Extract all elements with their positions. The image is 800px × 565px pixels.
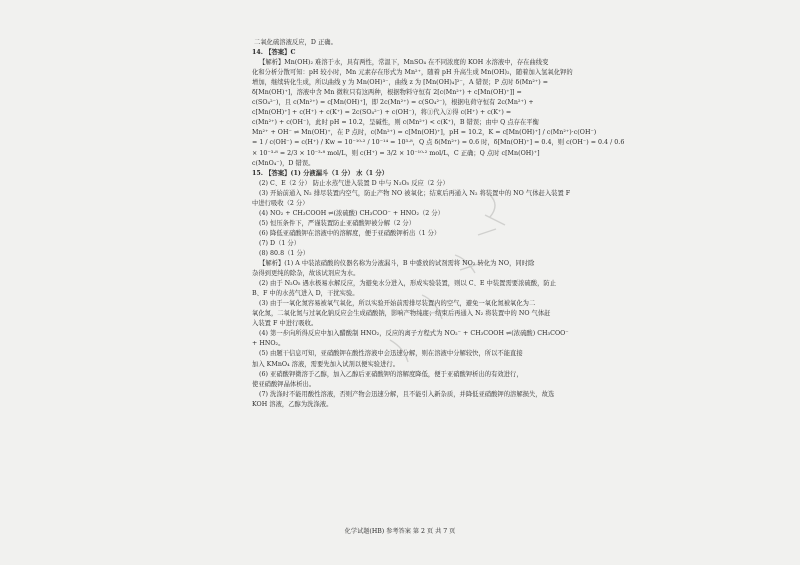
text-line: (8) 80.8（1 分） (259, 249, 310, 257)
text-line: (3) 由于一氧化氮容易被氧气氧化，所以实验开始前需排尽装置内的空气，避免一氧化氮被氧化为二 (259, 300, 536, 308)
text-line: 15. 【答案】(1) 分液漏斗（1 分） 水（1 分） (252, 169, 389, 177)
text-line: 【解析】Mn(OH)₂ 难溶于水，具有两性，常温下，MnSO₄ 在不同浓度的 KOH 水溶液中，存在曲线变 (259, 59, 549, 67)
document-body (252, 38, 625, 410)
text-line: (6) 亚硝酸钾微溶于乙醇，加入乙醇后亚硝酸钾的溶解度降低，便于亚硝酸钾析出的有效进行， (259, 370, 523, 378)
text-line: 中进行吸收（2 分） (252, 199, 309, 207)
text-line: δ[Mn(OH)⁺]，溶液中含 Mn 微粒只有这两种，根据物料守恒有 2[c(Mn²⁺) + c[Mn(OH)⁺]] = (252, 89, 522, 97)
text-line: 加入 KMnO₄ 溶液，需要先加入试剂以便实验进行。 (252, 360, 400, 368)
text-line: 入装置 F 中进行吸收。 (252, 320, 318, 328)
text-line: (2) 由于 N₂O₅ 遇水极易水解反应，为避免水分进入，形成实验装置，则以 C、E 中装置需要浓硫酸，防止 (259, 280, 557, 288)
text-line: (4) 第一步向所得反应中加入醋酸制 HNO₂，反应的离子方程式为 NO₂⁻ + CH₃COOH ⇌(浓硫酸) CH₃COO⁻ (259, 330, 569, 338)
text-line: Mn²⁺ + OH⁻ ⇌ Mn(OH)⁺，在 P 点时，c(Mn²⁺) = c[Mn(OH)⁺]，pH = 10.2，K = c[Mn(OH)⁺] / c(Mn²⁺)·c(OH⁻) (252, 129, 597, 137)
text-line: c[Mn(OH)⁺] + c(H⁺) + c(K⁺) = 2c(SO₄²⁻) + c(OH⁻)，将①代入②得 c(H⁺) + c(K⁺) = (252, 109, 512, 117)
text-line: B、F 中的水蒸气进入 D，干扰实验。 (252, 290, 359, 298)
text-line: c(Mn²⁺) + c(OH⁻)，此时 pH = 10.2，呈碱性，则 c(Mn²⁺) < c(K⁺)，B 错误；由中 Q 点存在平衡 (252, 119, 539, 127)
text-line: + HNO₂。 (252, 340, 285, 348)
text-line: = 1 / c(OH⁻) = c(H⁺) / Kw = 10⁻¹⁰·² / 10⁻¹⁴ = 10³·⁸，Q 点 δ(Mn²⁺) = 0.6 时，δ[Mn(OH)⁺] = 0.4，则 c(OH⁻) = 0.4 / 0.6 (252, 139, 625, 147)
page-footer: 化学试题(HB) 参考答案 第 2 页 共 7 页 (344, 528, 456, 535)
text-line: 氧化氮，二氧化氮与过氧化钠反应会生成硝酸钠，影响产物纯度；结束后再通入 N₂ 将装置中的 NO 气体赶 (252, 310, 551, 318)
text-line: (5) 恒压条件下，严谨装置防止亚硝酸钾被分解（2 分） (259, 219, 416, 227)
text-line: c(SO₄²⁻)，且 c(Mn²⁺) = c[Mn(OH)⁺]，即 2c(Mn²⁺) = c(SO₄²⁻)，根据电荷守恒有 2c(Mn²⁺) + (252, 99, 534, 107)
text-line: (6) 降低亚硝酸钾在溶液中的溶解度，便于亚硝酸钾析出（1 分） (259, 229, 441, 237)
text-line: 二氧化硫溶液反应，D 正确。 (254, 39, 337, 46)
text-line: (2) C、E（2 分） 防止水蒸气进入装置 D 中与 N₂O₅ 反应（2 分） (259, 179, 449, 187)
text-line: 杂得到更纯的除杂，故该试剂应为水。 (252, 270, 360, 278)
text-line: (7) 洗涤时不能用酸性溶液，否则产物会迅速分解，且不能引入新杂质，并降低亚硝酸钾的溶解损失，故选 (259, 390, 555, 398)
text-line: × 10⁻³·⁸ = 2/3 × 10⁻³·⁸ mol/L，则 c(H⁺) = 3/2 × 10⁻¹⁰·² mol/L，C 正确；Q 点时 c[Mn(OH)⁺] (252, 149, 540, 157)
text-line: 使亚硝酸钾晶体析出。 (252, 380, 316, 388)
text-line: 化和分析分散可知：pH 较小时，Mn 元素存在形式为 Mn²⁺，随着 pH 升高生成 Mn(OH)₂，随着加入氢氧化钾的 (252, 69, 573, 77)
text-line: 增加，继续转化生成，所以曲线 y 为 Mn(OH)³⁻，曲线 z 为 [Mn(OH)₄]²⁻，A 错误；P 点时 δ(Mn²⁺) = (252, 79, 549, 87)
text-line: (7) D（1 分） (259, 239, 301, 247)
text-line: 【解析】(1) A 中装浓硝酸的仪器名称为分液漏斗，B 中盛放的试剂需将 NO₂ 转化为 NO，同时除 (259, 260, 535, 268)
text-line: c(MnO₄⁻)，D 错误。 (252, 159, 315, 167)
text-line: KOH 溶液，乙醇为洗涤液。 (252, 400, 333, 408)
text-line: (3) 开始前通入 N₂ 排尽装置内空气，防止产物 NO 被氧化；结束后再通入 N₂ 将装置中的 NO 气体赶入装置 F (259, 189, 571, 197)
text-line: (4) NO₂ + CH₃COOH ⇌(浓硫酸) CH₃COO⁻ + HNO₂（2 分） (259, 209, 444, 217)
text-line: (5) 由题干信息可知，亚硝酸钾在酸性溶液中会迅速分解，则在溶液中分解较快，所以不能直接 (259, 350, 523, 358)
text-line: 14. 【答案】C (252, 49, 296, 57)
